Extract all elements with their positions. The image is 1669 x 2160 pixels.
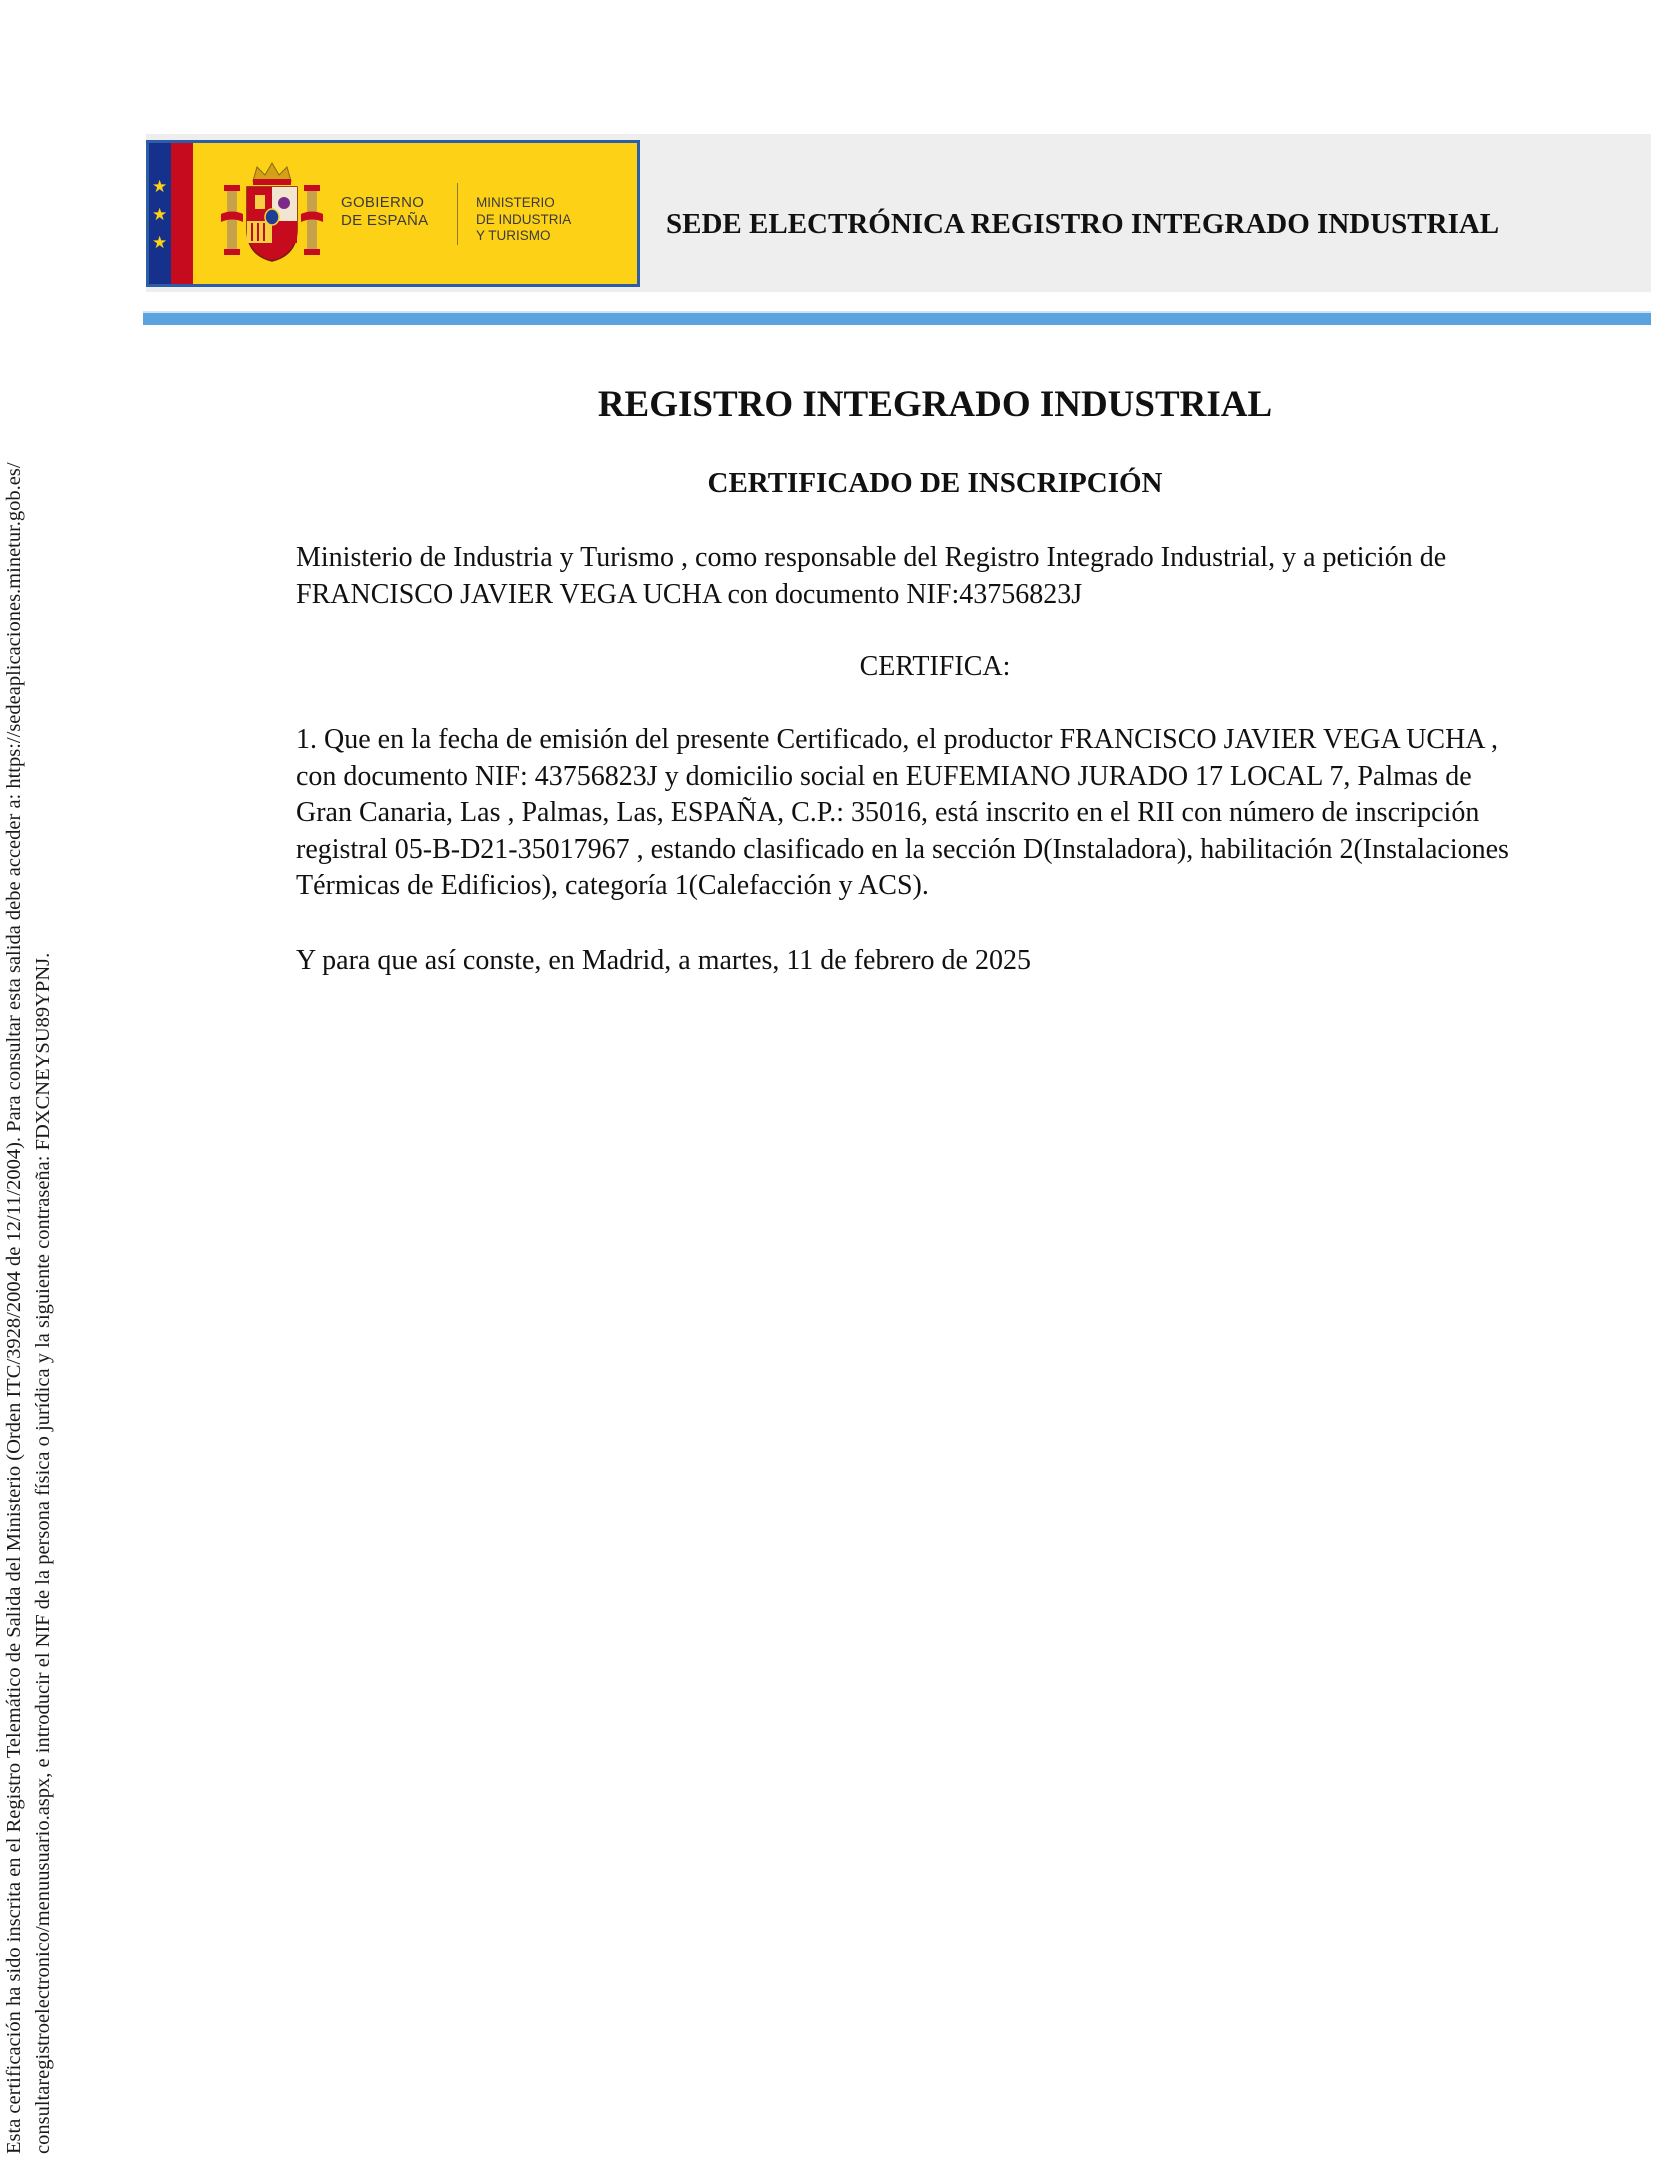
eu-flag-strip bbox=[149, 143, 171, 287]
document-title: REGISTRO INTEGRADO INDUSTRIAL bbox=[597, 384, 1273, 425]
government-line-1: GOBIERNO bbox=[341, 194, 425, 211]
government-name bbox=[341, 194, 428, 230]
certifica-heading: CERTIFICA: bbox=[859, 651, 1011, 682]
portal-title: SEDE ELECTRÓNICA REGISTRO INTEGRADO INDUSTRIAL bbox=[666, 208, 1500, 240]
side-margin bbox=[0, 0, 130, 2160]
star-icon: ★ bbox=[152, 205, 168, 225]
document-subtitle: CERTIFICADO DE INSCRIPCIÓN bbox=[707, 467, 1163, 499]
logo-divider bbox=[457, 183, 458, 245]
point-1-line-4: registral 05-B-D21-35017967 , estando clasificado en la sección D(Instaladora), habilitación 2(Instalaciones bbox=[296, 833, 1509, 865]
ministry-line-1: MINISTERIO bbox=[476, 195, 555, 210]
point-1-line-5: Térmicas de Edificios), categoría 1(Calefacción y ACS). bbox=[296, 870, 929, 901]
point-1-line-3: Gran Canaria, Las , Palmas, Las, ESPAÑA, C.P.: 35016, está inscrito en el RII con número de inscripción bbox=[296, 797, 1480, 828]
point-1-line-1: 1. Que en la fecha de emisión del presente Certificado, el productor FRANCISCO JAVIER VEGA UCHA , bbox=[296, 724, 1498, 755]
intro-line-1: Ministerio de Industria y Turismo , como responsable del Registro Integrado Industrial, y a petición de bbox=[296, 542, 1447, 573]
ministry-line-2: DE INDUSTRIA bbox=[476, 211, 572, 227]
government-logo bbox=[146, 140, 640, 287]
spanish-coat-of-arms-icon bbox=[217, 159, 327, 269]
red-band bbox=[171, 143, 193, 287]
registry-legal-notice bbox=[0, 0, 58, 2160]
ministry-name bbox=[476, 195, 571, 245]
government-line-2: DE ESPAÑA bbox=[341, 212, 429, 229]
legal-notice-line-1: Esta certificación ha sido inscrita en el Registro Telemático de Salida del Ministerio (Orden ITC/3928/2004 de 12/11/2004). Para consultar esta salida debe acceder a: https://sedeaplicaciones.minetur.gob.es/ bbox=[3, 462, 25, 2154]
legal-notice-line-2: consultaregistroelectronico/menuusuario.aspx, e introducir el NIF de la persona física o jurídica y la siguiente contraseña: FDXCNEYSU89YPNJ. bbox=[32, 952, 54, 2154]
intro-line-2: FRANCISCO JAVIER VEGA UCHA con documento NIF:43756823J bbox=[296, 578, 1083, 610]
star-icon: ★ bbox=[152, 177, 168, 197]
certification-point-1 bbox=[296, 722, 1596, 905]
ministry-line-3: Y TURISMO bbox=[476, 228, 551, 243]
closing-statement: Y para que así conste, en Madrid, a martes, 11 de febrero de 2025 bbox=[296, 945, 1031, 976]
intro-paragraph bbox=[296, 540, 1596, 613]
star-icon: ★ bbox=[152, 233, 168, 253]
point-1-line-2: con documento NIF: 43756823J y domicilio social en EUFEMIANO JURADO 17 LOCAL 7, Palmas de bbox=[296, 760, 1472, 792]
header-divider bbox=[143, 311, 1651, 325]
